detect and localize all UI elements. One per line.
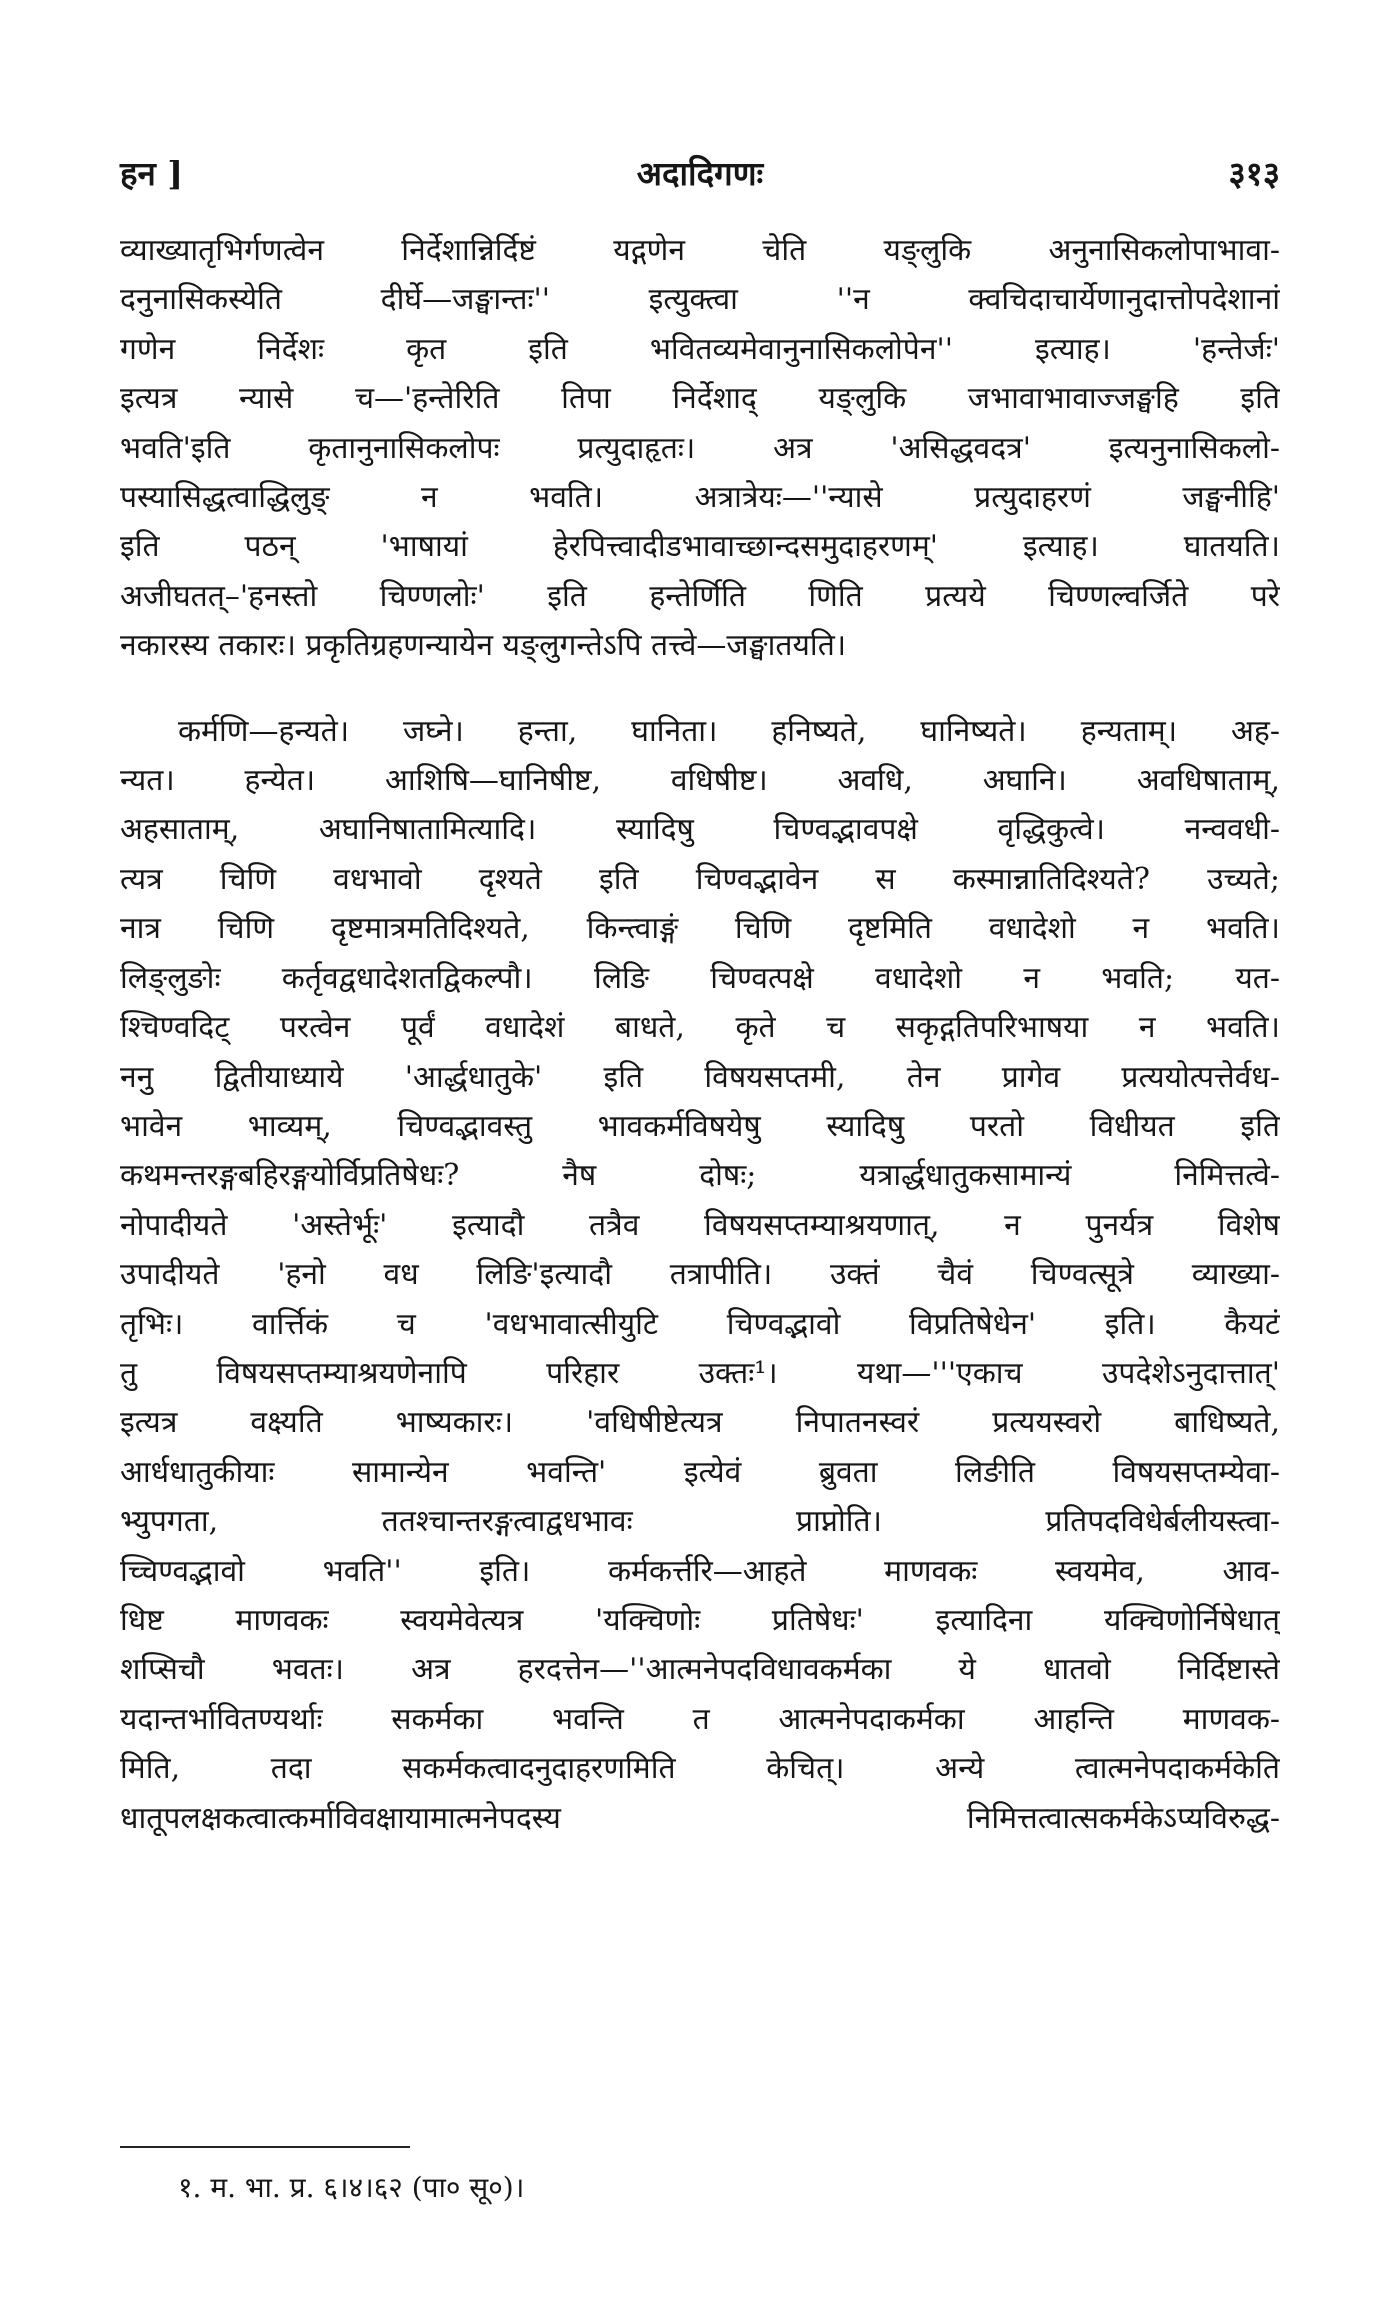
text-line: धिष्ट माणवकः स्वयमेवेत्यत्र 'यक्चिणोः प्रतिषेधः' इत्यादिना यक्चिणोर्निषेधात् — [120, 1602, 1280, 1638]
text-line: इत्यत्र वक्ष्यति भाष्यकारः। 'वधिषीष्टेत्यत्र निपातनस्वरं प्रत्ययस्वरो बाधिष्यते, — [120, 1405, 1280, 1441]
text-line: गणेन निर्देशः कृत इति भवितव्यमेवानुनासिकलोपेन'' इत्याह। 'हन्तेर्जः' — [120, 331, 1280, 367]
text-line: व्याख्यातृभिर्गणत्वेन निर्देशान्निर्दिष्टं यद्गणेन चेति यङ्लुकि अनुनासिकलोपाभावा- — [120, 233, 1280, 268]
footnote-rule — [120, 2146, 410, 2148]
text-line: भावेन भाव्यम्, चिण्वद्भावस्तु भावकर्मविषयेषु स्यादिषु परतो विधीयत इति — [120, 1108, 1280, 1144]
text-line: उपादीयते 'हनो वध लिङि'इत्यादौ तत्रापीति। उक्तं चैवं चिण्वत्सूत्रे व्याख्या- — [120, 1257, 1280, 1293]
text-line: अजीघतत्–'हनस्तो चिण्णलोः' इति हन्तेर्णिति णिति प्रत्यये चिण्णल्वर्जिते परे — [120, 578, 1280, 614]
text-line: यदान्तर्भावितण्यर्थाः सकर्मका भवन्ति त आत्मनेपदाकर्मका आहन्ति माणवक- — [120, 1701, 1280, 1737]
text-line: पस्यासिद्धत्वाद्धिलुङ् न भवति। अत्रात्रेयः—''न्यासे प्रत्युदाहरणं जङ्घनीहि' — [120, 480, 1280, 516]
text-line: भ्युपगता, ततश्चान्तरङ्गत्वाद्वधभावः प्राप्नोति। प्रतिपदविधेर्बलीयस्त्वा- — [120, 1504, 1280, 1540]
paragraph-2 — [120, 707, 1280, 1843]
text-line: धातूपलक्षकत्वात्कर्माविवक्षायामात्मनेपदस्य निमित्तत्वात्सकर्मकेऽप्यविरुद्ध- — [120, 1800, 1280, 1836]
header-page-number: ३१३ — [1228, 154, 1280, 193]
text-line: भवति'इति कृतानुनासिकलोपः प्रत्युदाहृतः। अत्र 'असिद्धवदत्र' इत्यनुनासिकलो- — [120, 430, 1280, 466]
paragraph-1 — [120, 226, 1280, 671]
paragraph-gap — [120, 671, 1280, 707]
page-body — [120, 226, 1280, 1843]
text-line: तु विषयसप्तम्याश्रयणेनापि परिहार उक्तः¹। यथा—'''एकाच उपदेशेऽनुदात्तात्' — [120, 1355, 1280, 1391]
text-line: नकारस्य तकारः। प्रकृतिग्रहणन्यायेन यङ्लुगन्तेऽपि तत्त्वे—जङ्घातयति। — [120, 628, 847, 664]
text-line: आर्धधातुकीयाः सामान्येन भवन्ति' इत्येवं ब्रुवता लिङीति विषयसप्तम्येवा- — [120, 1454, 1280, 1490]
text-line: तृभिः। वार्त्तिकं च 'वधभावात्सीयुटि चिण्वद्भावो विप्रतिषेधेन' इति। कैयटं — [120, 1306, 1280, 1342]
text-line: दनुनासिकस्येति दीर्घे—जङ्घान्तः'' इत्युक्त्वा ''न क्वचिदाचार्येणानुदात्तोपदेशानां — [120, 282, 1280, 318]
text-line: शप्सिचौ भवतः। अत्र हरदत्तेन—''आत्मनेपदविधावकर्मका ये धातवो निर्दिष्टास्ते — [120, 1652, 1280, 1688]
running-header — [120, 150, 1280, 198]
text-line: मिति, तदा सकर्मकत्वादनुदाहरणमिति केचित्। अन्ये त्वात्मनेपदाकर्मकेति — [120, 1751, 1280, 1787]
text-line: ननु द्वितीयाध्याये 'आर्द्धधातुके' इति विषयसप्तमी, तेन प्रागेव प्रत्ययोत्पत्तेर्वध- — [120, 1059, 1280, 1095]
header-chapter-title: अदादिगणः — [636, 154, 764, 193]
text-line: न्यत। हन्येत। आशिषि—घानिषीष्ट, वधिषीष्ट। अवधि, अघानि। अवधिषाताम्, — [120, 763, 1280, 799]
text-line: श्चिण्वदिट् परत्वेन पूर्वं वधादेशं बाधते, कृते च सकृद्गतिपरिभाषया न भवति। — [120, 1010, 1280, 1046]
text-line: नात्र चिणि दृष्टमात्रमतिदिश्यते, किन्त्वाङ्गं चिणि दृष्टमिति वधादेशो न भवति। — [120, 911, 1280, 947]
text-line: लिङ्लुङोः कर्तृवद्वधादेशतद्विकल्पौ। लिङि चिण्वत्पक्षे वधादेशो न भवति; यत- — [120, 960, 1280, 996]
text-line: इति पठन् 'भाषायां हेरपित्त्वादीडभावाच्छान्दसमुदाहरणम्' इत्याह। घातयति। — [120, 529, 1280, 565]
text-line: त्यत्र चिणि वधभावो दृश्यते इति चिण्वद्भावेन स कस्मान्नातिदिश्यते? उच्यते; — [120, 861, 1280, 897]
text-line: कथमन्तरङ्गबहिरङ्गयोर्विप्रतिषेधः? नैष दोषः; यत्रार्द्धधातुकसामान्यं निमित्तत्वे- — [120, 1158, 1280, 1194]
footnote: १. म. भा. प्र. ६।४।६२ (पा० सू०)। — [178, 2171, 525, 2204]
text-line: च्चिण्वद्भावो भवति'' इति। कर्मकर्त्तरि—आहते माणवकः स्वयमेव, आव- — [120, 1553, 1280, 1589]
text-line: इत्यत्र न्यासे च—'हन्तेरिति तिपा निर्देशाद् यङ्लुकि जभावाभावाज्जङ्घहि इति — [120, 381, 1280, 417]
text-line: कर्मणि—हन्यते। जघ्ने। हन्ता, घानिता। हनिष्यते, घानिष्यते। हन्यताम्। अह- — [178, 713, 1280, 749]
text-line: अहसाताम्, अघानिषातामित्यादि। स्यादिषु चिण्वद्भावपक्षे वृद्धिकुत्वे। नन्ववधी- — [120, 812, 1280, 848]
header-section-marker: हन ] — [120, 154, 183, 193]
text-line: नोपादीयते 'अस्तेर्भूः' इत्यादौ तत्रैव विषयसप्तम्याश्रयणात्, न पुनर्यत्र विशेष — [120, 1207, 1280, 1243]
